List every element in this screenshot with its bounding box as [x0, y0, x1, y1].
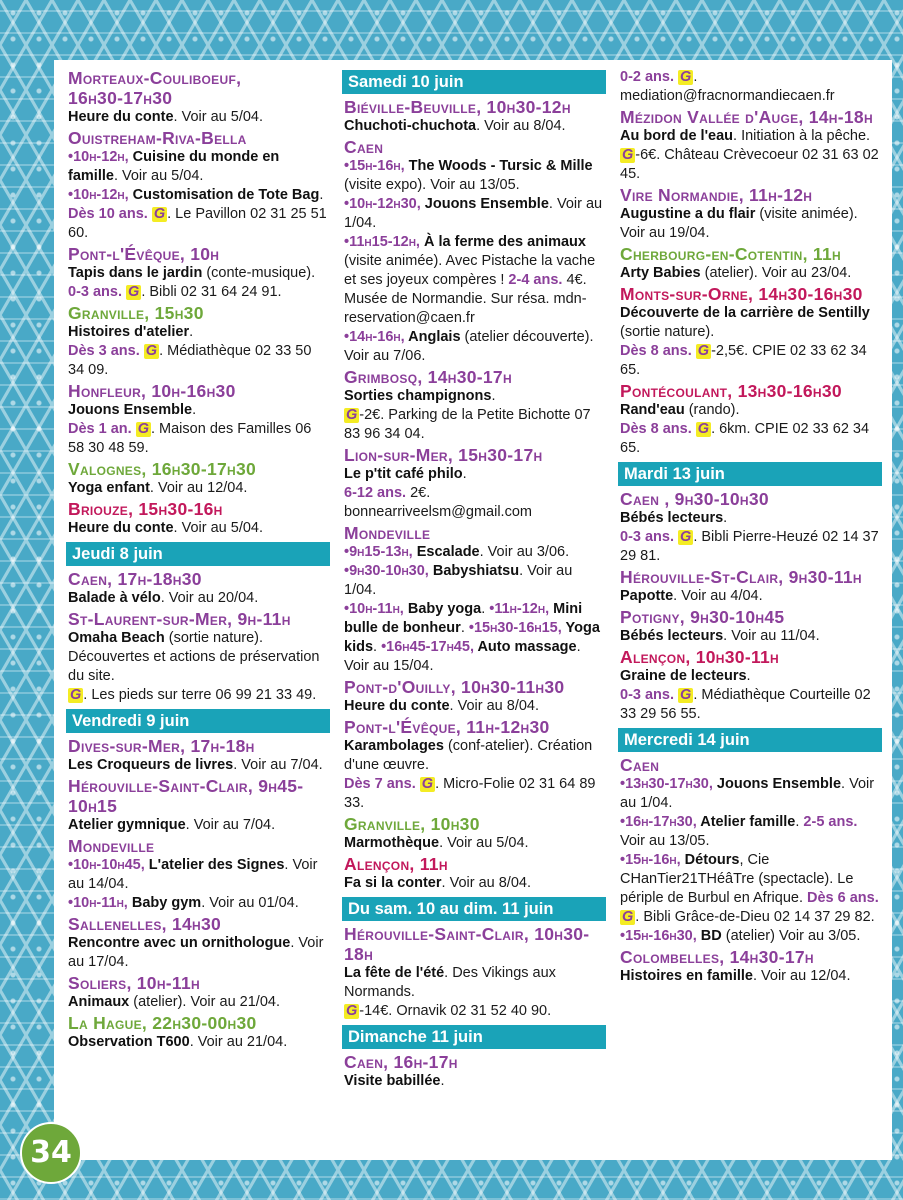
event-caen: Caen •15h-16h, The Woods - Tursic & Mille (visite expo). Voir au 13/05. •10h-12h30, Jouons Ensemble. Voir au 1/04. •11h15-12h, À la ferme des animaux (visite animée). Avec Pistache la vache et ses joyeux compères ! 2-4 ans. 4€. Musée de Normandie. Sur résa. mdn-reservation@caen.fr •14h-16h, Anglais (atelier découverte). Voir au 7/06.: [344, 137, 606, 366]
event-location: Monts-sur-Orne, 14h30-16h30: [620, 284, 863, 304]
event-monts-sur-orne: Monts-sur-Orne, 14h30-16h30 Découverte de la carrière de Sentilly (sortie nature). Dès 8 ans. G -2,5€. CPIE 02 33 62 34 65.: [620, 284, 882, 380]
free-g-badge: G: [145, 343, 158, 359]
free-g-badge: G: [70, 687, 82, 703]
event-title: Heure du conte: [68, 109, 174, 125]
day-header: Du sam. 10 au dim. 11 juin: [342, 897, 606, 921]
event-location: Honfleur, 10h-16h30: [68, 381, 236, 401]
event-location: Pont-d'Ouilly, 10h30-11h30: [344, 677, 565, 697]
event-location: Caen , 9h30-10h30: [620, 489, 769, 509]
event-location: Dives-sur-Mer, 17h-18h: [68, 736, 255, 756]
event-location: Grimbosq, 14h30-17h: [344, 367, 512, 387]
day-header: Dimanche 11 juin: [342, 1025, 606, 1049]
event-location: Sallenelles, 14h30: [68, 914, 222, 934]
free-g-badge: G: [697, 421, 710, 437]
event-vire: Vire Normandie, 11h-12h Augustine a du flair (visite animée). Voir au 19/04.: [620, 185, 882, 243]
event-location: Soliers, 10h-11h: [68, 973, 200, 993]
event-location: La Hague, 22h30-00h30: [68, 1013, 257, 1033]
column-2: [344, 68, 606, 1092]
day-header: Mardi 13 juin: [618, 462, 882, 486]
event-grimbosq: Grimbosq, 14h30-17h Sorties champignons. G -2€. Parking de la Petite Bichotte 07 83 96 34 04.: [344, 367, 606, 444]
event-location: Colombelles, 14h30-17h: [620, 947, 814, 967]
event-pont-leveque: Pont-l'Évêque, 10h Tapis dans le jardin (conte-musique). 0-3 ans. G . Bibli 02 31 64 24 91.: [68, 244, 330, 302]
event-mondeville: Mondeville •9h15-13h, Escalade. Voir au 3/06. •9h30-10h30, Babyshiatsu. Voir au 1/04. •10h-11h, Baby yoga. •11h-12h, Mini bulle de bonheur. •15h30-16h15, Yoga kids. •16h45-17h45, Auto massage. Voir au 15/04.: [344, 523, 606, 676]
event-morteaux: Morteaux-Couliboeuf, 16h30-17h30 Heure du conte. Voir au 5/04.: [68, 68, 330, 127]
event-caen: Caen, 17h-18h30 Balade à vélo. Voir au 20/04.: [68, 569, 330, 608]
event-location: Hérouville-St-Clair, 9h30-11h: [620, 567, 862, 587]
event-location: Biéville-Beuville, 10h30-12h: [344, 97, 571, 117]
event-location: Caen: [620, 755, 660, 775]
event-lion-sur-mer: Lion-sur-Mer, 15h30-17h Le p'tit café philo. 6-12 ans. 2€. bonnearriveelsm@gmail.com: [344, 445, 606, 522]
event-alencon: Alençon, 10h30-11h Graine de lecteurs. 0-3 ans. G . Médiathèque Courteille 02 33 29 56 55.: [620, 647, 882, 724]
event-pont-leveque: Pont-l'Évêque, 11h-12h30 Karambolages (conf-atelier). Création d'une œuvre. Dès 7 ans. G . Micro-Folie 02 31 64 89 33.: [344, 717, 606, 813]
event-cherbourg: Cherbourg-en-Cotentin, 11h Arty Babies (atelier). Voir au 23/04.: [620, 244, 882, 283]
event-honfleur: Honfleur, 10h-16h30 Jouons Ensemble. Dès 1 an. G . Maison des Familles 06 58 30 48 59.: [68, 381, 330, 458]
event-location: Potigny, 9h30-10h45: [620, 607, 785, 627]
event-location: Granville, 15h30: [68, 303, 204, 323]
event-location: Pont-l'Évêque, 10h: [68, 244, 220, 264]
event-granville: Granville, 10h30 Marmothèque. Voir au 5/04.: [344, 814, 606, 853]
event-location: Hérouville-Saint-Clair, 9h45-10h15: [68, 776, 304, 816]
event-location: Valognes, 16h30-17h30: [68, 459, 257, 479]
free-g-badge: G: [680, 529, 692, 545]
event-dives: Dives-sur-Mer, 17h-18h Les Croqueurs de livres. Voir au 7/04.: [68, 736, 330, 775]
day-header: Samedi 10 juin: [342, 70, 606, 94]
free-g-badge: G: [153, 206, 166, 222]
event-location: Caen: [344, 137, 384, 157]
day-header: Jeudi 8 juin: [66, 542, 330, 566]
event-caen: Caen •13h30-17h30, Jouons Ensemble. Voir au 1/04. •16h-17h30, Atelier famille. 2-5 ans. Voir au 13/05. •15h-16h, Détours, Cie CHanTier21THéâTre (spectacle). Le périple de Burbul en Afrique. Dès 6 ans. G . Bibli Grâce-de-Dieu 02 14 37 29 82. •15h-16h30, BD (atelier) Voir au 3/05.: [620, 755, 882, 946]
event-location: Hérouville-Saint-Clair, 10h30-18h: [344, 924, 590, 964]
free-g-badge: G: [680, 69, 692, 85]
event-alencon: Alençon, 11h Fa si la conter. Voir au 8/04.: [344, 854, 606, 893]
free-g-badge: G: [421, 776, 434, 792]
event-valognes: Valognes, 16h30-17h30 Yoga enfant. Voir au 12/04.: [68, 459, 330, 498]
event-briouze: Briouze, 15h30-16h Heure du conte. Voir au 5/04.: [68, 499, 330, 538]
column-3: [620, 68, 882, 987]
event-potigny: Potigny, 9h30-10h45 Bébés lecteurs. Voir au 11/04.: [620, 607, 882, 646]
event-bieville: Biéville-Beuville, 10h30-12h Chuchoti-chuchota. Voir au 8/04.: [344, 97, 606, 136]
event-granville: Granville, 15h30 Histoires d'atelier. Dès 3 ans. G . Médiathèque 02 33 50 34 09.: [68, 303, 330, 380]
event-herouville: Hérouville-Saint-Clair, 9h45-10h15 Atelier gymnique. Voir au 7/04.: [68, 776, 330, 835]
event-pontecoulant: Pontécoulant, 13h30-16h30 Rand'eau (rando). Dès 8 ans. G . 6km. CPIE 02 33 62 34 65.: [620, 381, 882, 458]
page-number-badge: 34: [20, 1122, 82, 1184]
page-sheet: [54, 60, 892, 1160]
event-location: Mondeville: [344, 523, 431, 543]
free-g-badge: G: [128, 284, 140, 300]
event-location: Ouistreham-Riva-Bella: [68, 128, 247, 148]
day-header: Mercredi 14 juin: [618, 728, 882, 752]
event-location: Mondeville: [68, 836, 155, 856]
event-location: St-Laurent-sur-Mer, 9h-11h: [68, 609, 291, 629]
event-location: Mézidon Vallée d'Auge, 14h-18h: [620, 107, 873, 127]
event-location: Morteaux-Couliboeuf, 16h30-17h30: [68, 68, 242, 108]
event-location: Cherbourg-en-Cotentin, 11h: [620, 244, 841, 264]
event-herouville: Hérouville-Saint-Clair, 10h30-18h La fête de l'été. Des Vikings aux Normands. G -14€. Ornavik 02 31 52 40 90.: [344, 924, 606, 1021]
event-location: Alençon, 11h: [344, 854, 448, 874]
event-mondeville: Mondeville •10h-10h45, L'atelier des Signes. Voir au 14/04. •10h-11h, Baby gym. Voir au 01/04.: [68, 836, 330, 913]
free-g-badge: G: [680, 687, 692, 703]
event-location: Alençon, 10h30-11h: [620, 647, 780, 667]
free-g-badge: G: [622, 147, 634, 163]
column-1: [68, 68, 330, 1053]
event-location: Briouze, 15h30-16h: [68, 499, 223, 519]
event-caen: Caen, 16h-17h Visite babillée.: [344, 1052, 606, 1091]
event-ouistreham: Ouistreham-Riva-Bella •10h-12h, Cuisine du monde en famille. Voir au 5/04. •10h-12h, Customisation de Tote Bag. Dès 10 ans. G . Le Pavillon 02 31 25 51 60.: [68, 128, 330, 243]
event-location: Pontécoulant, 13h30-16h30: [620, 381, 842, 401]
free-g-badge: G: [137, 421, 149, 437]
day-header: Vendredi 9 juin: [66, 709, 330, 733]
event-continued: 0-2 ans. G . mediation@fracnormandiecaen.fr: [620, 69, 835, 104]
event-location: Lion-sur-Mer, 15h30-17h: [344, 445, 543, 465]
event-la-hague: La Hague, 22h30-00h30 Observation T600. Voir au 21/04.: [68, 1013, 330, 1052]
event-sallenelles: Sallenelles, 14h30 Rencontre avec un ornithologue. Voir au 17/04.: [68, 914, 330, 972]
event-pont-douilly: Pont-d'Ouilly, 10h30-11h30 Heure du conte. Voir au 8/04.: [344, 677, 606, 716]
free-g-badge: G: [346, 1003, 358, 1019]
event-location: Granville, 10h30: [344, 814, 480, 834]
event-st-laurent: St-Laurent-sur-Mer, 9h-11h Omaha Beach (sortie nature). Découvertes et actions de préservation du site. G . Les pieds sur terre 06 99 21 33 49.: [68, 609, 330, 705]
event-colombelles: Colombelles, 14h30-17h Histoires en famille. Voir au 12/04.: [620, 947, 882, 986]
event-location: Pont-l'Évêque, 11h-12h30: [344, 717, 550, 737]
event-mezidon: Mézidon Vallée d'Auge, 14h-18h Au bord de l'eau. Initiation à la pêche. G -6€. Château Crèvecoeur 02 31 63 02 45.: [620, 107, 882, 184]
free-g-badge: G: [346, 407, 358, 423]
event-herouville: Hérouville-St-Clair, 9h30-11h Papotte. Voir au 4/04.: [620, 567, 882, 606]
event-caen: Caen , 9h30-10h30 Bébés lecteurs. 0-3 ans. G . Bibli Pierre-Heuzé 02 14 37 29 81.: [620, 489, 882, 566]
event-soliers: Soliers, 10h-11h Animaux (atelier). Voir au 21/04.: [68, 973, 330, 1012]
free-g-badge: G: [622, 909, 634, 925]
event-location: Caen, 17h-18h30: [68, 569, 202, 589]
free-g-badge: G: [697, 343, 710, 359]
event-location: Caen, 16h-17h: [344, 1052, 458, 1072]
event-location: Vire Normandie, 11h-12h: [620, 185, 813, 205]
